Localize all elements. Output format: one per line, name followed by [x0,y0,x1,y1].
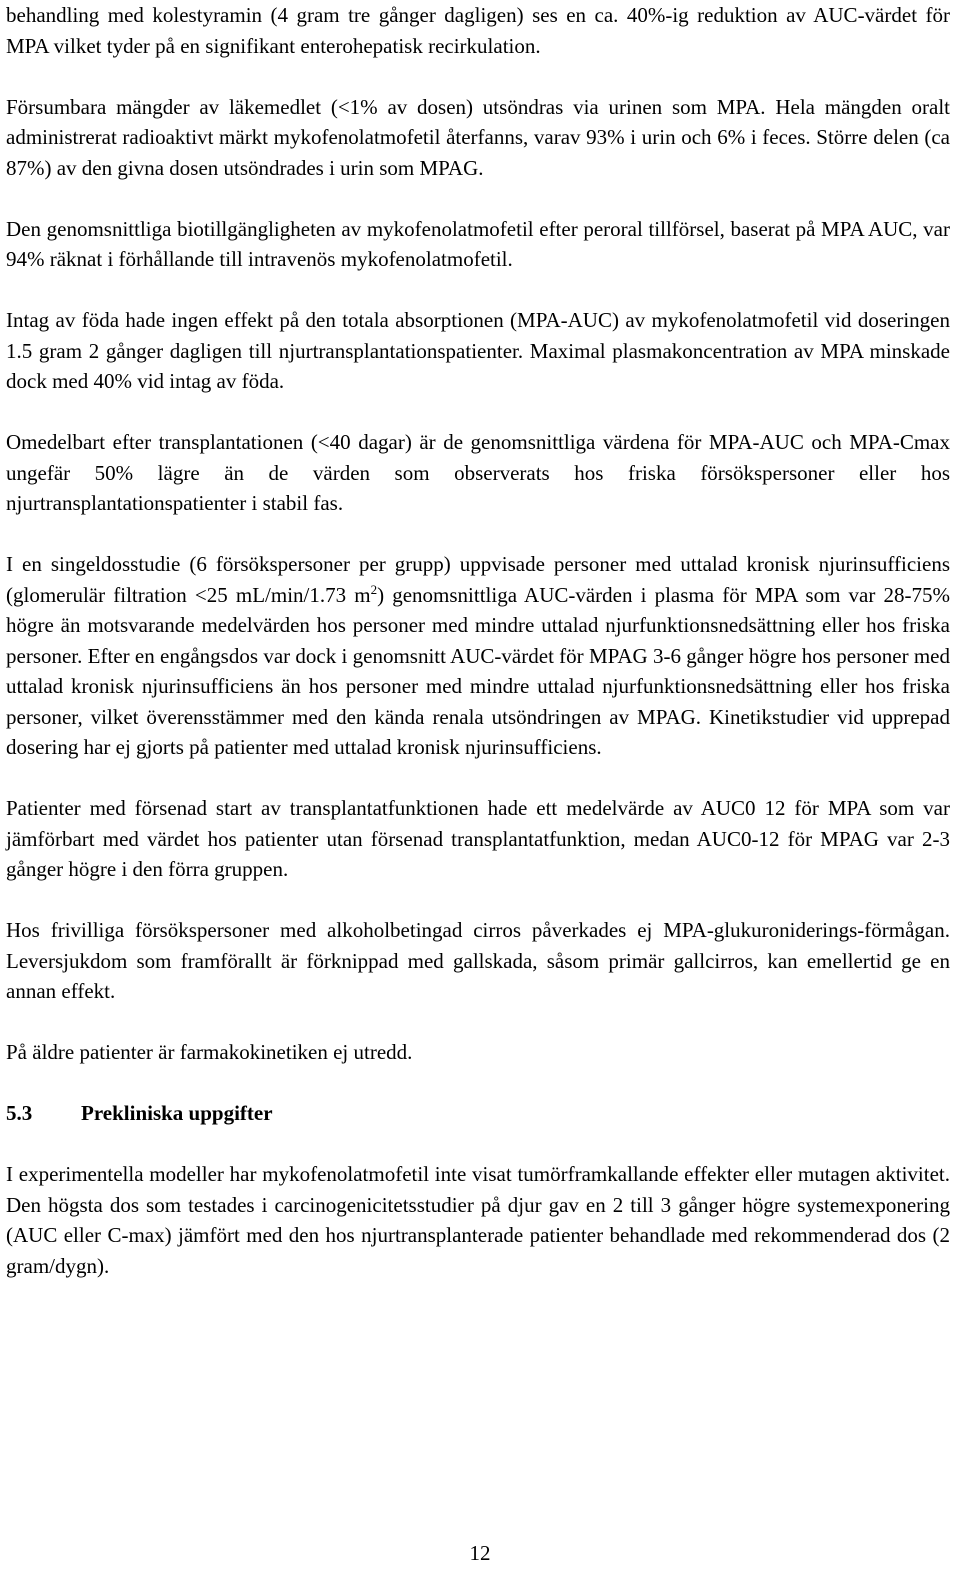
section-number: 5.3 [6,1101,33,1125]
paragraph-prekliniska: I experimentella modeller har mykofenolatmofetil inte visat tumörframkallande effekter eller mutagen aktivitet. Den högsta dos som testades i carcinogenicitetsstudier på djur gav en 2 till 3 gånger högre systemexponering (AUC eller C-max) jämfört med den hos njurtransplanterade patienter behandlade med rekommenderad dos (2 gram/dygn). [6,1162,950,1278]
section-heading [6,1098,950,1129]
paragraph-biotillganglighet: Den genomsnittliga biotillgängligheten av mykofenolatmofetil efter peroral tillförsel, baserat på MPA AUC, var 94% räknat i förhållande till intravenös mykofenolatmofetil. [6,216,950,271]
page-number: 12 [469,1541,491,1565]
paragraph-cirros: Hos frivilliga försökspersoner med alkoholbetingad cirros påverkades ej MPA-glukuroniderings-förmågan. Leversjukdom som framförallt är förknippad med gallskada, såsom primär gallcirros, kan emellertid ge en annan effekt. [6,918,950,1003]
paragraph-kolestyramin: behandling med kolestyramin (4 gram tre gånger dagligen) ses en ca. 40%-ig reduktion av AUC-värdet för MPA vilket tyder på en signifikant enterohepatisk recirkulation. [6,3,950,58]
paragraph-forsenad-start: Patienter med försenad start av transplantatfunktionen hade ett medelvärde av AUC0 12 för MPA som var jämförbart med värdet hos patienter utan försenad transplantatfunktion, medan AUC0-12 för MPAG var 2-3 gånger högre i den förra gruppen. [6,796,950,881]
paragraph-njurinsufficiens-part1: I en singeldosstudie (6 försökspersoner per grupp) uppvisade personer med uttalad kronisk njurinsufficiens (glomerulär filtration <25 mL/min/1.73 m [6,552,950,607]
paragraph-njurinsufficiens-part2: ) genomsnittliga AUC-värden i plasma för MPA som var 28-75% högre än motsvarande medelvärden hos personer med mindre uttalad njurfunktionsnedsättning eller hos friska personer. Efter en engångsdos var dock i genomsnitt AUC-värdet för MPAG 3-6 gånger högre hos personer med uttalad kronisk njurinsufficiens än hos personer med mindre uttalad njurfunktionsnedsättning eller hos friska personer, vilket överensstämmer med den kända renala utsöndringen av MPAG. Kinetikstudier vid upprepad dosering har ej gjorts på patienter med uttalad kronisk njurinsufficiens. [6,582,950,759]
paragraph-foda: Intag av föda hade ingen effekt på den totala absorptionen (MPA-AUC) av mykofenolatmofetil vid doseringen 1.5 gram 2 gånger dagligen till njurtransplantationspatienter. Maximal plasmakoncentration av MPA minskade dock med 40% vid intag av föda. [6,308,950,393]
document-page [6,0,950,1281]
paragraph-aldre-patienter: På äldre patienter är farmakokinetiken ej utredd. [6,1040,413,1064]
superscript-2: 2 [370,581,378,597]
paragraph-efter-transplantation: Omedelbart efter transplantationen (<40 dagar) är de genomsnittliga värdena för MPA-AUC och MPA-Cmax ungefär 50% lägre än de värden som observerats hos friska försökspersoner eller hos njurtransplantationspatienter i stabil fas. [6,430,950,515]
paragraph-utsondring: Försumbara mängder av läkemedlet (<1% av dosen) utsöndras via urinen som MPA. Hela mängden oralt administrerat radioaktivt märkt mykofenolatmofetil återfanns, varav 93% i urin och 6% i feces. Större delen (ca 87%) av den givna dosen utsöndrades i urin som MPAG. [6,94,950,180]
section-title: Prekliniska uppgifter [81,1101,273,1125]
paragraph-njurinsufficiens [6,549,950,763]
